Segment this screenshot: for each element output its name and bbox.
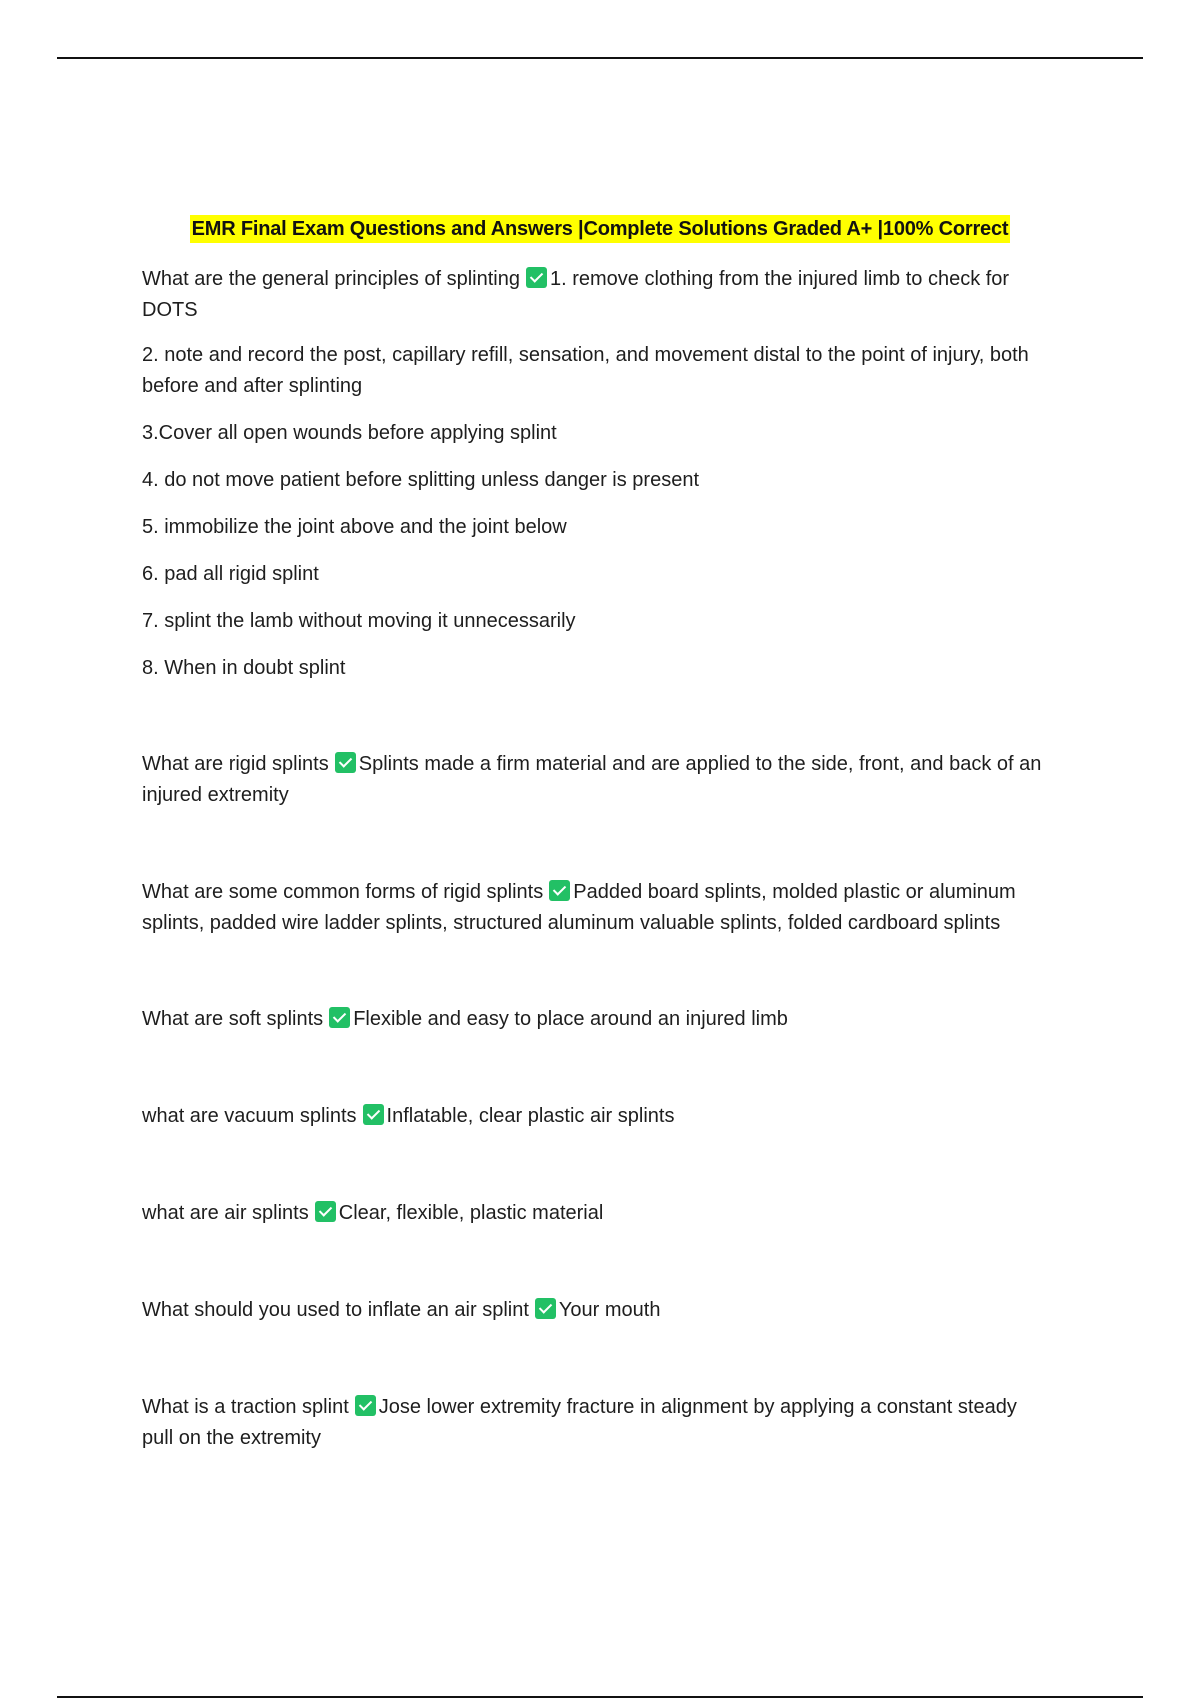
- answer-text: Jose lower extremity fracture in alignment by applying a constant steady pull on the extremity: [142, 1396, 1017, 1449]
- list-item: 8. When in doubt splint: [142, 657, 346, 679]
- answer-text: Clear, flexible, plastic material: [338, 1202, 604, 1224]
- qa-item: [142, 1295, 1042, 1326]
- title-container: [0, 215, 1200, 243]
- answer-text: 1. remove clothing from the injured limb to check for DOTS: [142, 268, 1010, 321]
- qa-item: [142, 877, 1042, 939]
- question-text: What should you used to inflate an air splint: [142, 1299, 529, 1321]
- check-mark-icon: [335, 752, 356, 773]
- check-mark-icon: [315, 1201, 336, 1222]
- check-mark-icon: [549, 880, 570, 901]
- answer-text: Splints made a firm material and are applied to the side, front, and back of an injured extremity: [142, 753, 1042, 806]
- header-rule: [57, 57, 1143, 59]
- document-title: EMR Final Exam Questions and Answers |Complete Solutions Graded A+ |100% Correct: [190, 215, 1011, 243]
- check-mark-icon: [363, 1104, 384, 1125]
- qa-item: [142, 1101, 1042, 1132]
- qa-item: [142, 1392, 1042, 1454]
- list-item: 5. immobilize the joint above and the joint below: [142, 516, 567, 538]
- qa-item: [142, 1004, 1042, 1035]
- question-text: what are vacuum splints: [142, 1105, 357, 1127]
- list-item: 4. do not move patient before splitting unless danger is present: [142, 469, 700, 491]
- check-mark-icon: [526, 267, 547, 288]
- answer-text: Padded board splints, molded plastic or aluminum splints, padded wire ladder splints, structured aluminum valuable splints, folded cardboard splints: [142, 881, 1016, 934]
- question-text: What is a traction splint: [142, 1396, 349, 1418]
- list-item: 7. splint the lamb without moving it unnecessarily: [142, 610, 576, 632]
- question-text: what are air splints: [142, 1202, 309, 1224]
- list-item: 3.Cover all open wounds before applying splint: [142, 422, 557, 444]
- list-item: 6. pad all rigid splint: [142, 563, 319, 585]
- document-body: [142, 264, 1042, 1454]
- qa-item: [142, 264, 1042, 326]
- qa-item: [142, 1198, 1042, 1229]
- answer-text: Flexible and easy to place around an injured limb: [353, 1008, 788, 1030]
- check-mark-icon: [535, 1298, 556, 1319]
- question-text: What are some common forms of rigid splints: [142, 881, 544, 903]
- question-text: What are soft splints: [142, 1008, 324, 1030]
- answer-text: Inflatable, clear plastic air splints: [386, 1105, 675, 1127]
- qa-item: [142, 749, 1042, 811]
- answer-text: Your mouth: [558, 1299, 661, 1321]
- question-text: What are rigid splints: [142, 753, 329, 775]
- footer-rule: [57, 1696, 1143, 1698]
- check-mark-icon: [355, 1395, 376, 1416]
- check-mark-icon: [329, 1007, 350, 1028]
- list-item: 2. note and record the post, capillary refill, sensation, and movement distal to the point of injury, both before and after splinting: [142, 344, 1029, 397]
- question-text: What are the general principles of splinting: [142, 268, 520, 290]
